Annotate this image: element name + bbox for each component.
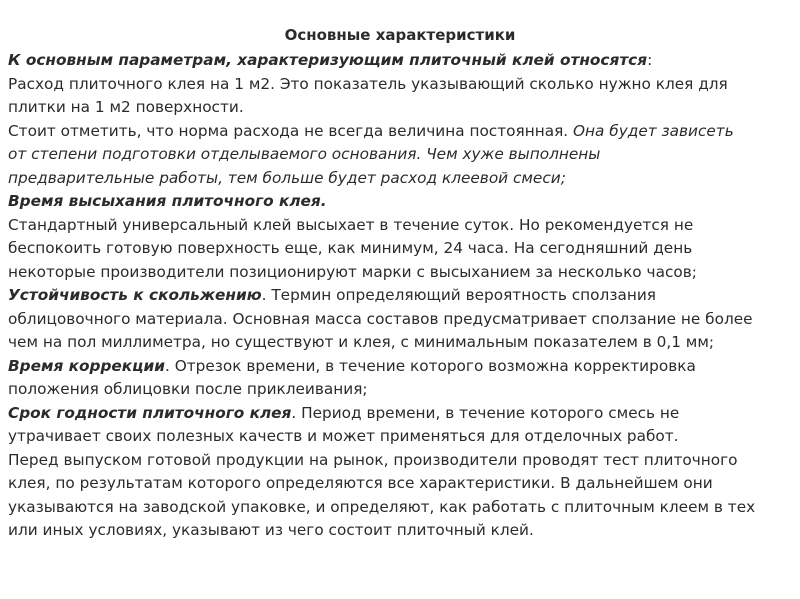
plain-text: клея, по результатам которого определяются все характеристики. В дальнейшем они xyxy=(8,474,713,492)
text-line xyxy=(8,120,798,144)
emphasis-text: К основным параметрам, характеризующим плиточный клей относятся xyxy=(8,51,648,69)
plain-text: Стоит отметить, что норма расхода не всегда величина постоянная. xyxy=(8,121,573,140)
text-line xyxy=(8,73,798,97)
text-line xyxy=(8,214,798,238)
text-line xyxy=(8,519,798,543)
text-line xyxy=(8,167,798,191)
plain-text: положения облицовки после приклеивания; xyxy=(8,380,368,398)
text-line xyxy=(8,496,798,520)
text-line xyxy=(8,472,798,496)
document-title: Основные характеристики xyxy=(284,26,516,44)
text-line xyxy=(8,284,798,308)
plain-text: Расход плиточного клея на 1 м2. Это показатель указывающий сколько нужно клея для xyxy=(8,74,728,93)
text-line xyxy=(8,143,798,167)
plain-text: или иных условиях, указывают из чего состоит плиточный клей. xyxy=(8,521,534,539)
text-line xyxy=(8,402,798,426)
plain-text: беспокоить готовую поверхность еще, как минимум, 24 часа. На сегодняшний день xyxy=(8,239,693,257)
section-heading: Время коррекции xyxy=(8,356,165,375)
plain-text: некоторые производители позиционируют марки с высыханием за несколько часов; xyxy=(8,262,697,281)
section-heading: Устойчивость к скольжению xyxy=(8,286,262,304)
plain-text: облицовочного материала. Основная масса составов предусматривает сползание не более xyxy=(8,309,753,328)
section-heading: Срок годности плиточного клея xyxy=(8,403,292,422)
plain-text: плитки на 1 м2 поверхности. xyxy=(8,98,244,116)
text-line xyxy=(8,425,798,449)
text-line xyxy=(8,331,798,355)
text-line xyxy=(8,261,798,285)
text-line xyxy=(8,308,798,332)
document-body xyxy=(8,49,798,543)
plain-text: . Период времени, в течение которого смесь не xyxy=(291,403,680,422)
section-heading: Время высыхания плиточного клея. xyxy=(8,192,327,210)
plain-text: : xyxy=(647,51,653,69)
plain-text: Стандартный универсальный клей высыхает в течение суток. Но рекомендуется не xyxy=(8,215,694,234)
plain-text: . Термин определяющий вероятность сползания xyxy=(261,286,656,304)
italic-text: предварительные работы, тем больше будет расход клеевой смеси; xyxy=(8,168,566,187)
text-line xyxy=(8,237,798,261)
text-line xyxy=(8,96,798,120)
text-line xyxy=(8,355,798,379)
text-line xyxy=(8,449,798,473)
italic-text: Она будет зависеть xyxy=(573,121,734,140)
text-line xyxy=(8,190,798,214)
plain-text: . Отрезок времени, в течение которого возможна корректировка xyxy=(164,356,696,375)
italic-text: от степени подготовки отделываемого основания. Чем хуже выполнены xyxy=(8,145,601,163)
plain-text: утрачивает своих полезных качеств и может применяться для отделочных работ. xyxy=(8,427,679,445)
text-line xyxy=(8,49,798,73)
plain-text: Перед выпуском готовой продукции на рынок, производители проводят тест плиточного xyxy=(8,450,738,469)
plain-text: указываются на заводской упаковке, и определяют, как работать с плиточным клеем в тех xyxy=(8,497,756,516)
plain-text: чем на пол миллиметра, но существуют и клея, с минимальным показателем в 0,1 мм; xyxy=(8,333,715,351)
text-line xyxy=(8,378,798,402)
